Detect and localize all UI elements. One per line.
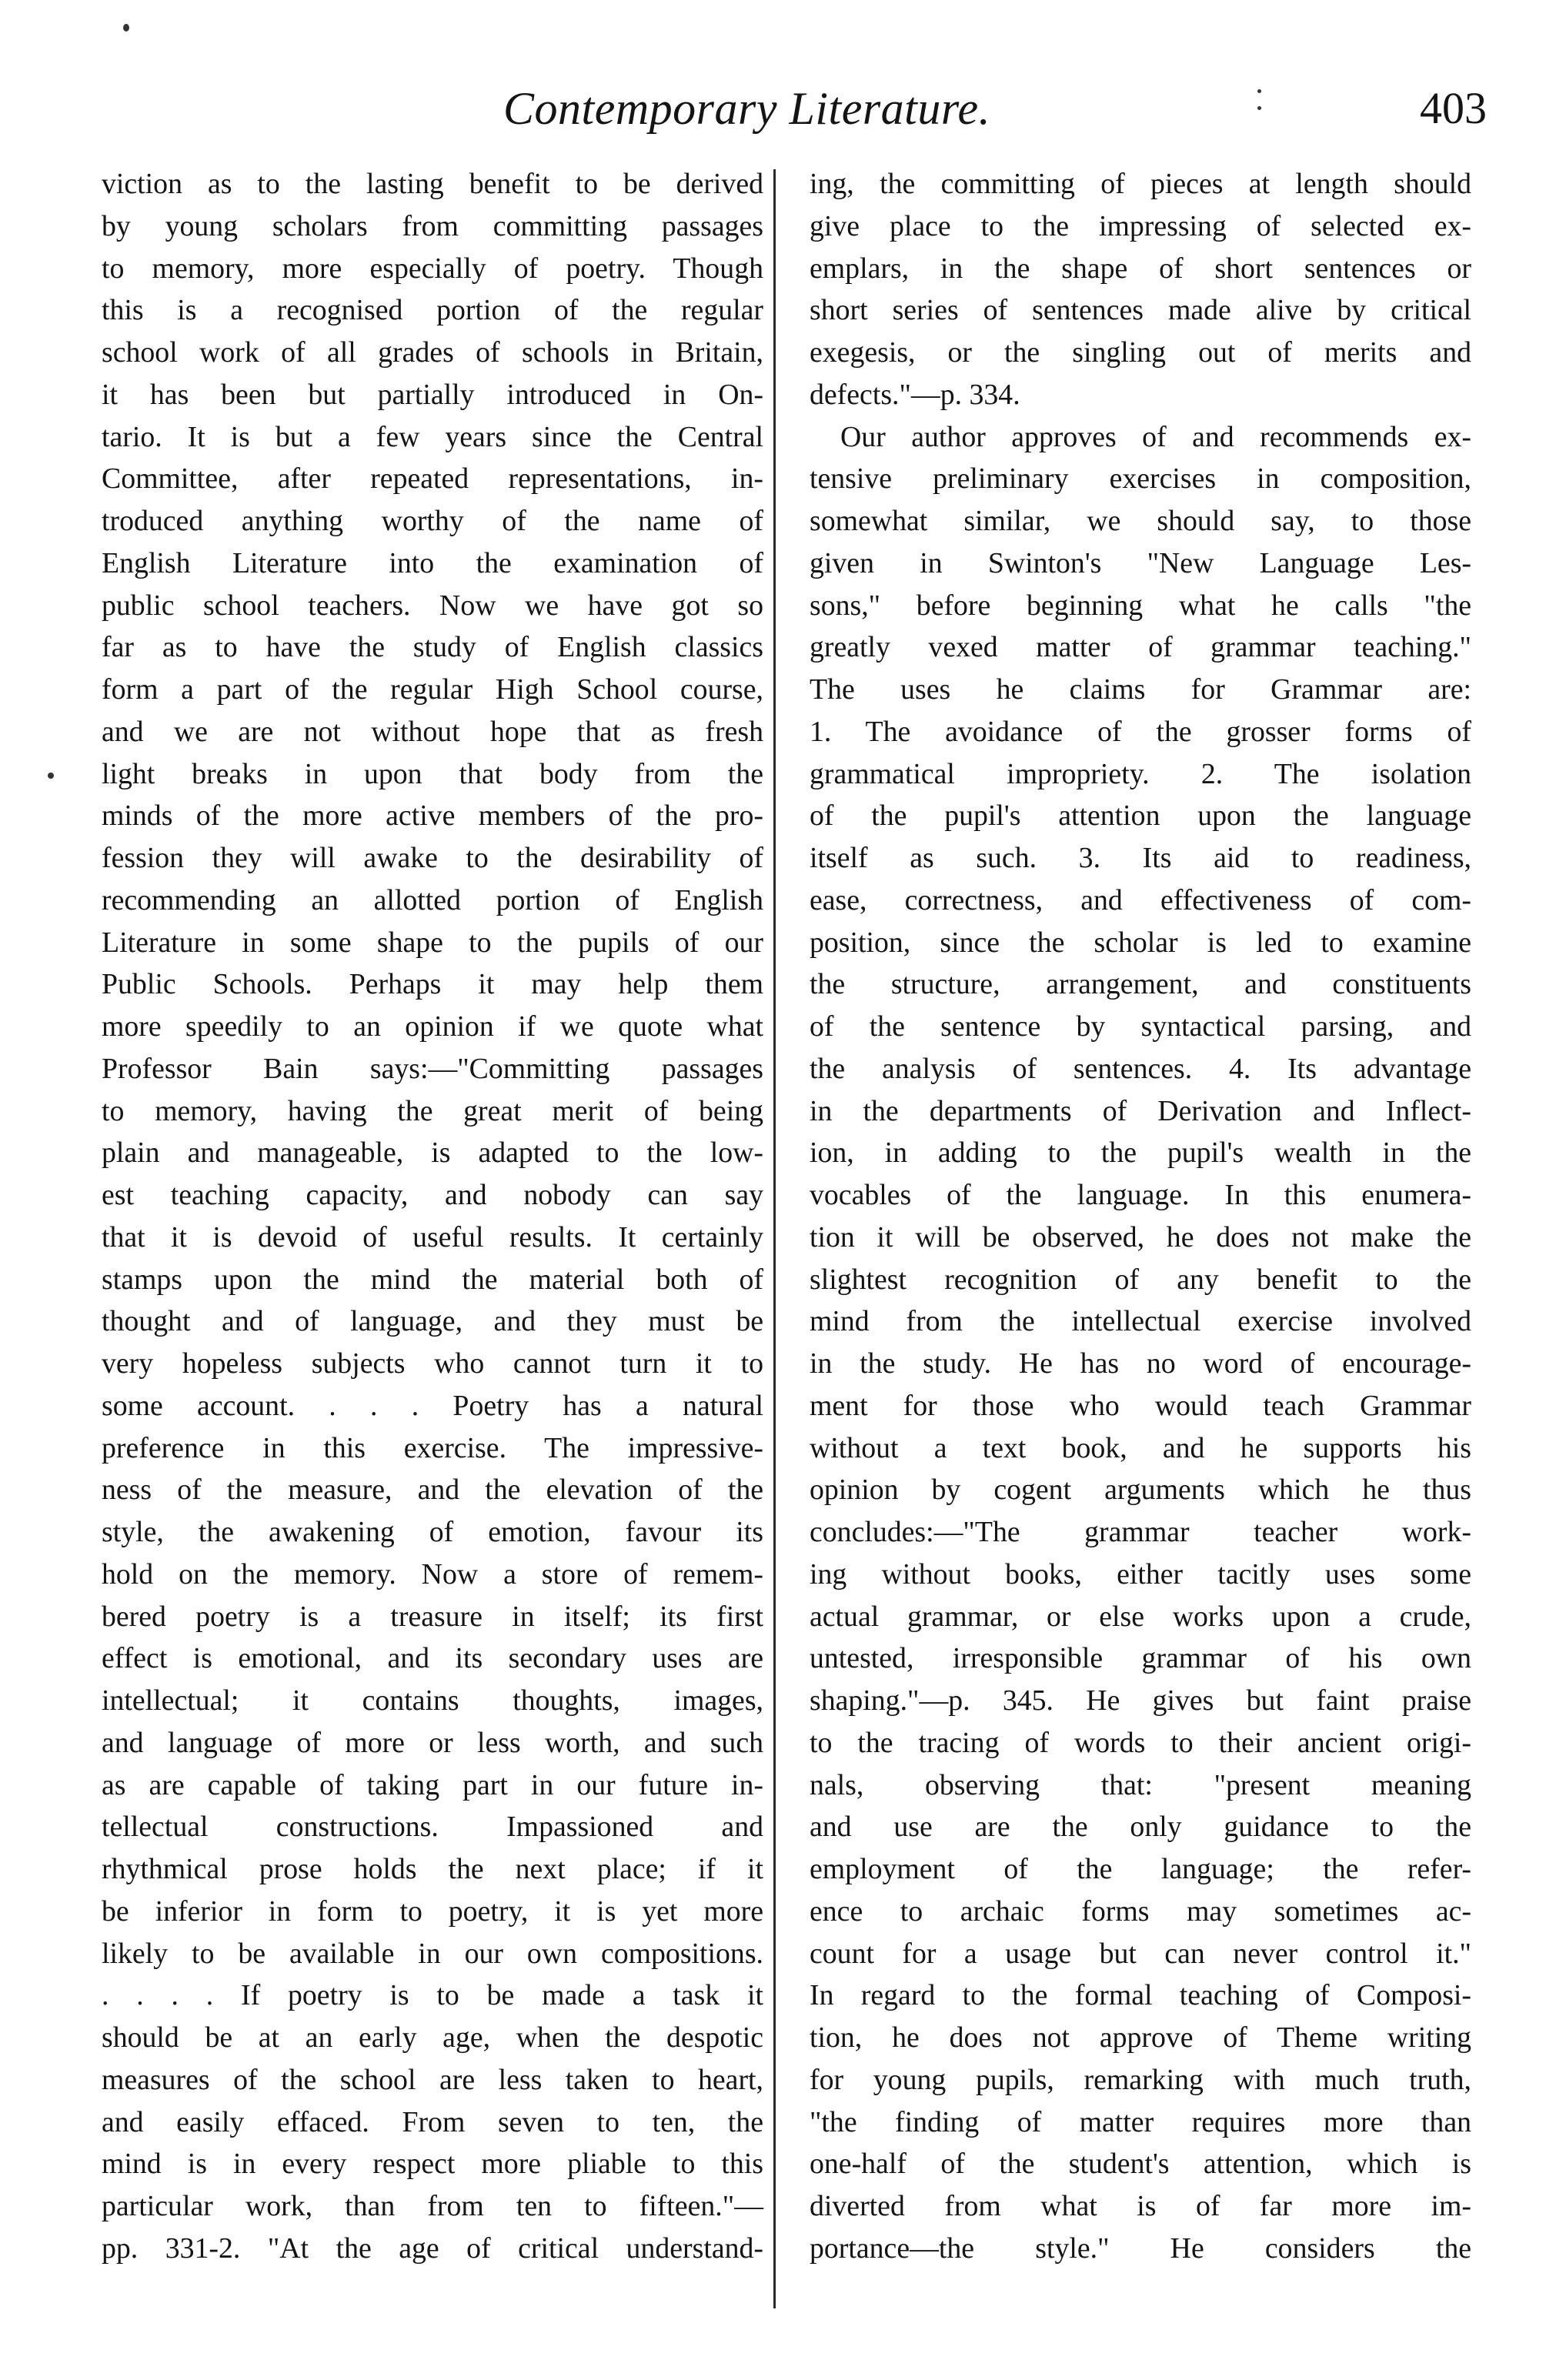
text-line: exegesis, or the singling out of merits and [810,336,1471,369]
text-line: it has been but partially introduced in On- [102,378,763,411]
text-line: recommending an allotted portion of English [102,883,763,916]
text-line: ence to archaic forms may sometimes ac- [810,1894,1471,1928]
text-line: stamps upon the mind the material both of [102,1263,763,1296]
text-line: give place to the impressing of selected ex- [810,209,1471,242]
text-line: mind from the intellectual exercise involved [810,1305,1471,1338]
text-line: "the finding of matter requires more than [810,2105,1471,2138]
running-title: Contemporary Literature. [503,83,991,134]
text-line: effect is emotional, and its secondary uses are [102,1642,763,1675]
text-line: grammatical impropriety. 2. The isolation [810,757,1471,790]
text-line: position, since the scholar is led to examine [810,926,1471,959]
text-line: ease, correctness, and effectiveness of com- [810,883,1471,916]
text-line: mind is in every respect more pliable to this [102,2148,763,2181]
text-line: given in Swinton's "New Language Les- [810,546,1471,579]
text-line: in the study. He has no word of encourage- [810,1347,1471,1380]
text-line: vocables of the language. In this enumera- [810,1179,1471,1211]
text-line: sons," before beginning what he calls "the [810,589,1471,622]
left-column [102,163,763,2270]
text-line: shaping."—p. 345. He gives but faint praise [810,1684,1471,1717]
text-line: this is a recognised portion of the regular [102,294,763,327]
text-line: without a text book, and he supports his [810,1431,1471,1464]
text-line: to the tracing of words to their ancient origi- [810,1726,1471,1759]
text-line: should be at an early age, when the despotic [102,2021,763,2054]
text-line: as are capable of taking part in our future in- [102,1768,763,1801]
text-line: pp. 331-2. "At the age of critical understand- [102,2231,763,2265]
text-line: tellectual constructions. Impassioned and [102,1811,763,1844]
text-line: preference in this exercise. The impressive- [102,1431,763,1464]
text-line: nals, observing that: "present meaning [810,1768,1471,1801]
text-line: hold on the memory. Now a store of remem- [102,1557,763,1591]
text-line: bered poetry is a treasure in itself; its first [102,1600,763,1633]
text-line: particular work, than from ten to fifteen."— [102,2190,763,2222]
text-line: employment of the language; the refer- [810,1853,1471,1885]
text-line: ing, the committing of pieces at length should [810,168,1471,200]
text-line: count for a usage but can never control it." [810,1937,1471,1970]
page-number: 403 [1420,83,1487,133]
text-line: be inferior in form to poetry, it is yet more [102,1894,763,1928]
text-line: and we are not without hope that as fresh [102,715,763,748]
text-line: form a part of the regular High School course, [102,673,763,706]
text-line: actual grammar, or else works upon a crude, [810,1600,1471,1633]
text-line: in the departments of Derivation and Inflect- [810,1094,1471,1127]
text-line: likely to be available in our own compositions. [102,1937,763,1970]
text-line: rhythmical prose holds the next place; if it [102,1853,763,1885]
text-line: and use are the only guidance to the [810,1811,1471,1844]
text-line: Committee, after repeated representations, in- [102,462,763,496]
text-line: troduced anything worthy of the name of [102,505,763,537]
text-line: tion it will be observed, he does not make the [810,1220,1471,1253]
text-line: and easily effaced. From seven to ten, the [102,2105,763,2138]
text-line: of the pupil's attention upon the language [810,799,1471,833]
text-line: tario. It is but a few years since the Central [102,420,763,453]
text-line: light breaks in upon that body from the [102,757,763,790]
text-line: style, the awakening of emotion, favour its [102,1516,763,1548]
text-line: tion, he does not approve of Theme writing [810,2021,1471,2054]
text-line: plain and manageable, is adapted to the low- [102,1137,763,1170]
text-line: minds of the more active members of the pro- [102,799,763,833]
text-line: emplars, in the shape of short sentences or [810,252,1471,285]
text-line: Literature in some shape to the pupils of our [102,926,763,959]
text-line: more speedily to an opinion if we quote what [102,1010,763,1043]
page-header [0,74,1546,143]
text-line: some account. . . . Poetry has a natural [102,1389,763,1422]
text-line: . . . . If poetry is to be made a task it [102,1979,763,2012]
text-line: ion, in adding to the pupil's wealth in the [810,1137,1471,1170]
text-line: to memory, more especially of poetry. Though [102,252,763,285]
text-line: untested, irresponsible grammar of his own [810,1642,1471,1675]
text-line: and language of more or less worth, and such [102,1726,763,1759]
ink-speck [48,773,54,779]
text-line: viction as to the lasting benefit to be derived [102,168,763,200]
text-line: for young pupils, remarking with much truth, [810,2063,1471,2096]
text-line: concludes:—"The grammar teacher work- [810,1516,1471,1548]
text-line: short series of sentences made alive by critical [810,294,1471,327]
text-line: fession they will awake to the desirability of [102,842,763,874]
text-line: thought and of language, and they must be [102,1305,763,1338]
text-line: itself as such. 3. Its aid to readiness, [810,842,1471,874]
text-line: the structure, arrangement, and constituents [810,968,1471,1001]
ink-speck [123,24,129,32]
text-line: school work of all grades of schools in Britain, [102,336,763,369]
text-line: Public Schools. Perhaps it may help them [102,968,763,1001]
text-line: that it is devoid of useful results. It certainly [102,1220,763,1253]
text-line: one-half of the student's attention, which is [810,2148,1471,2181]
text-line: 1. The avoidance of the grosser forms of [810,715,1471,748]
text-line: diverted from what is of far more im- [810,2190,1471,2222]
text-line: English Literature into the examination of [102,546,763,579]
text-line: Professor Bain says:—"Committing passages [102,1052,763,1085]
text-line: somewhat similar, we should say, to those [810,505,1471,537]
text-line: defects."—p. 334. [810,378,1020,411]
text-line: est teaching capacity, and nobody can say [102,1179,763,1211]
text-line: by young scholars from committing passages [102,209,763,242]
text-line: portance—the style." He considers the [810,2231,1471,2265]
text-line: greatly vexed matter of grammar teaching." [810,631,1471,664]
column-divider [773,169,776,2308]
text-line: public school teachers. Now we have got so [102,589,763,622]
text-line: ment for those who would teach Grammar [810,1389,1471,1422]
right-column [810,163,1471,2270]
text-line: measures of the school are less taken to heart, [102,2063,763,2096]
text-line: tensive preliminary exercises in composition, [810,462,1471,496]
text-line: intellectual; it contains thoughts, images, [102,1684,763,1717]
text-line: far as to have the study of English classics [102,631,763,664]
text-line: of the sentence by syntactical parsing, and [810,1010,1471,1043]
ink-speck [1257,89,1261,93]
text-line: The uses he claims for Grammar are: [810,673,1471,706]
text-line: to memory, having the great merit of being [102,1094,763,1127]
text-line: slightest recognition of any benefit to the [810,1263,1471,1296]
text-line: Our author approves of and recommends ex- [840,420,1471,453]
ink-speck [1257,106,1261,110]
text-line: In regard to the formal teaching of Composi- [810,1979,1471,2012]
text-line: ness of the measure, and the elevation of the [102,1474,763,1507]
text-line: the analysis of sentences. 4. Its advantage [810,1052,1471,1085]
text-line: very hopeless subjects who cannot turn it to [102,1347,763,1380]
text-line: ing without books, either tacitly uses some [810,1557,1471,1591]
text-line: opinion by cogent arguments which he thus [810,1474,1471,1507]
